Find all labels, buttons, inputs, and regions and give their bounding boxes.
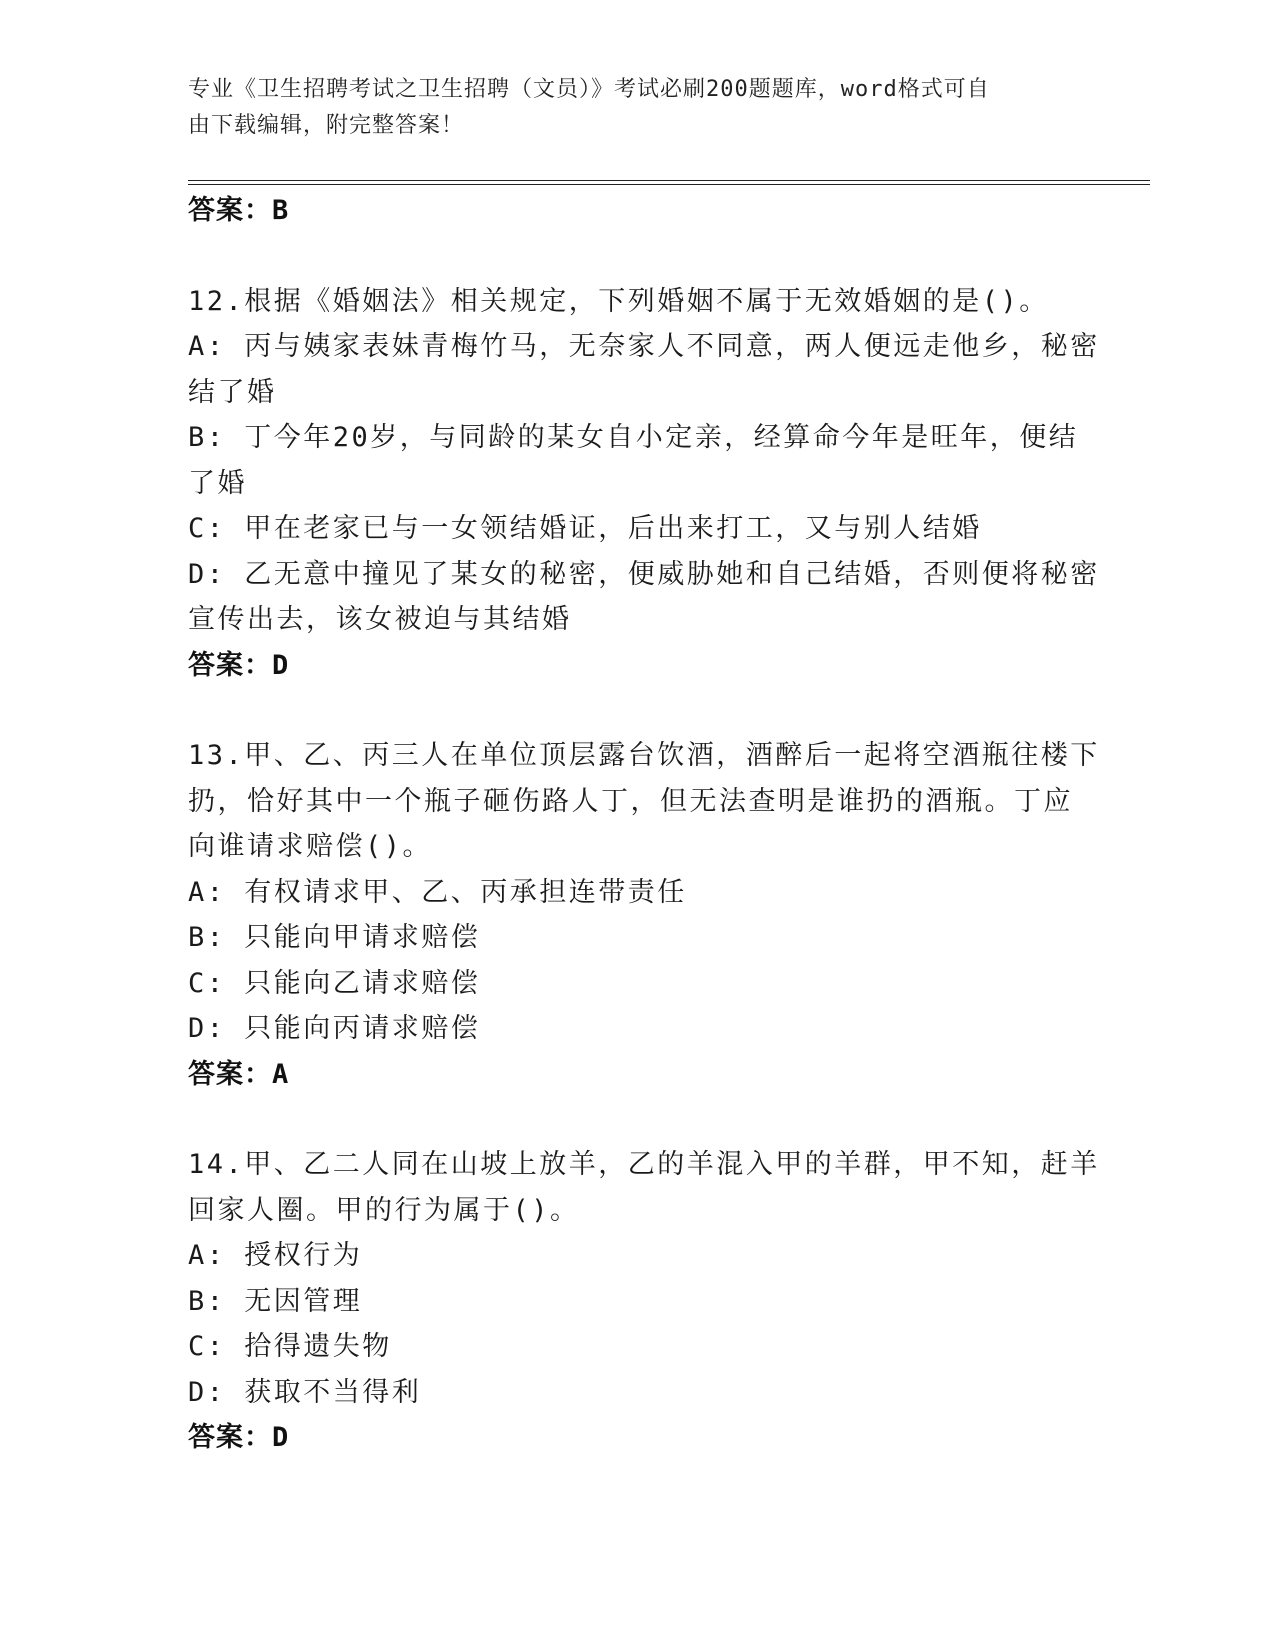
spacer [188,688,1088,733]
header-line-1: 专业《卫生招聘考试之卫生招聘（文员）》考试必刷200题题库，word格式可自 [188,77,990,102]
spacer [188,234,1088,279]
answer-line: 答案：B [188,195,290,226]
document-body [188,188,1100,1461]
option-a-line: A: 授权行为 [188,1240,363,1271]
question-13 [188,733,1100,1097]
spacer [188,1097,1088,1142]
option-d-line: D: 乙无意中撞见了某女的秘密，便威胁她和自己结婚，否则便将秘密 [188,558,1100,590]
option-a-line: A: 有权请求甲、乙、丙承担连带责任 [188,876,687,908]
document-header [188,72,1068,144]
header-divider-top [188,180,1150,181]
option-b-line: B: 丁今年20岁，与同龄的某女自小定亲，经算命今年是旺年，便结 [188,422,1079,453]
option-a-line: 结了婚 [188,376,277,408]
answer-line: 答案：A [188,1058,290,1090]
option-b-line: 了婚 [188,467,247,499]
option-a-line: A: 丙与姨家表妹青梅竹马，无奈家人不同意，两人便远走他乡，秘密 [188,331,1100,362]
question-stem-line: 13.甲、乙、丙三人在单位顶层露台饮酒，酒醉后一起将空酒瓶往楼下 [188,740,1100,771]
question-14 [188,1142,1100,1461]
option-c-line: C: 甲在老家已与一女领结婚证，后出来打工，又与别人结婚 [188,513,982,544]
option-d-line: D: 获取不当得利 [188,1376,422,1408]
option-d-line: 宣传出去，该女被迫与其结婚 [188,604,572,635]
question-stem-line: 回家人圈。甲的行为属于()。 [188,1194,580,1226]
question-12 [188,279,1100,689]
question-stem-line: 14.甲、乙二人同在山坡上放羊，乙的羊混入甲的羊群，甲不知，赶羊 [188,1149,1100,1180]
header-line-2: 由下载编辑，附完整答案！ [188,113,465,138]
option-d-line: D: 只能向丙请求赔偿 [188,1013,481,1044]
option-b-line: B: 无因管理 [188,1285,363,1317]
answer-line: 答案：D [188,1422,290,1453]
answer-line: 答案：D [188,649,290,681]
option-b-line: B: 只能向甲请求赔偿 [188,922,481,953]
option-c-line: C: 拾得遗失物 [188,1331,392,1362]
option-c-line: C: 只能向乙请求赔偿 [188,967,481,999]
question-stem-line: 向谁请求赔偿()。 [188,831,433,862]
question-stem-line: 12.根据《婚姻法》相关规定，下列婚姻不属于无效婚姻的是()。 [188,285,1049,317]
question-stem-line: 扔，恰好其中一个瓶子砸伤路人丁，但无法查明是谁扔的酒瓶。丁应 [188,785,1073,817]
header-divider-bottom [188,184,1150,185]
